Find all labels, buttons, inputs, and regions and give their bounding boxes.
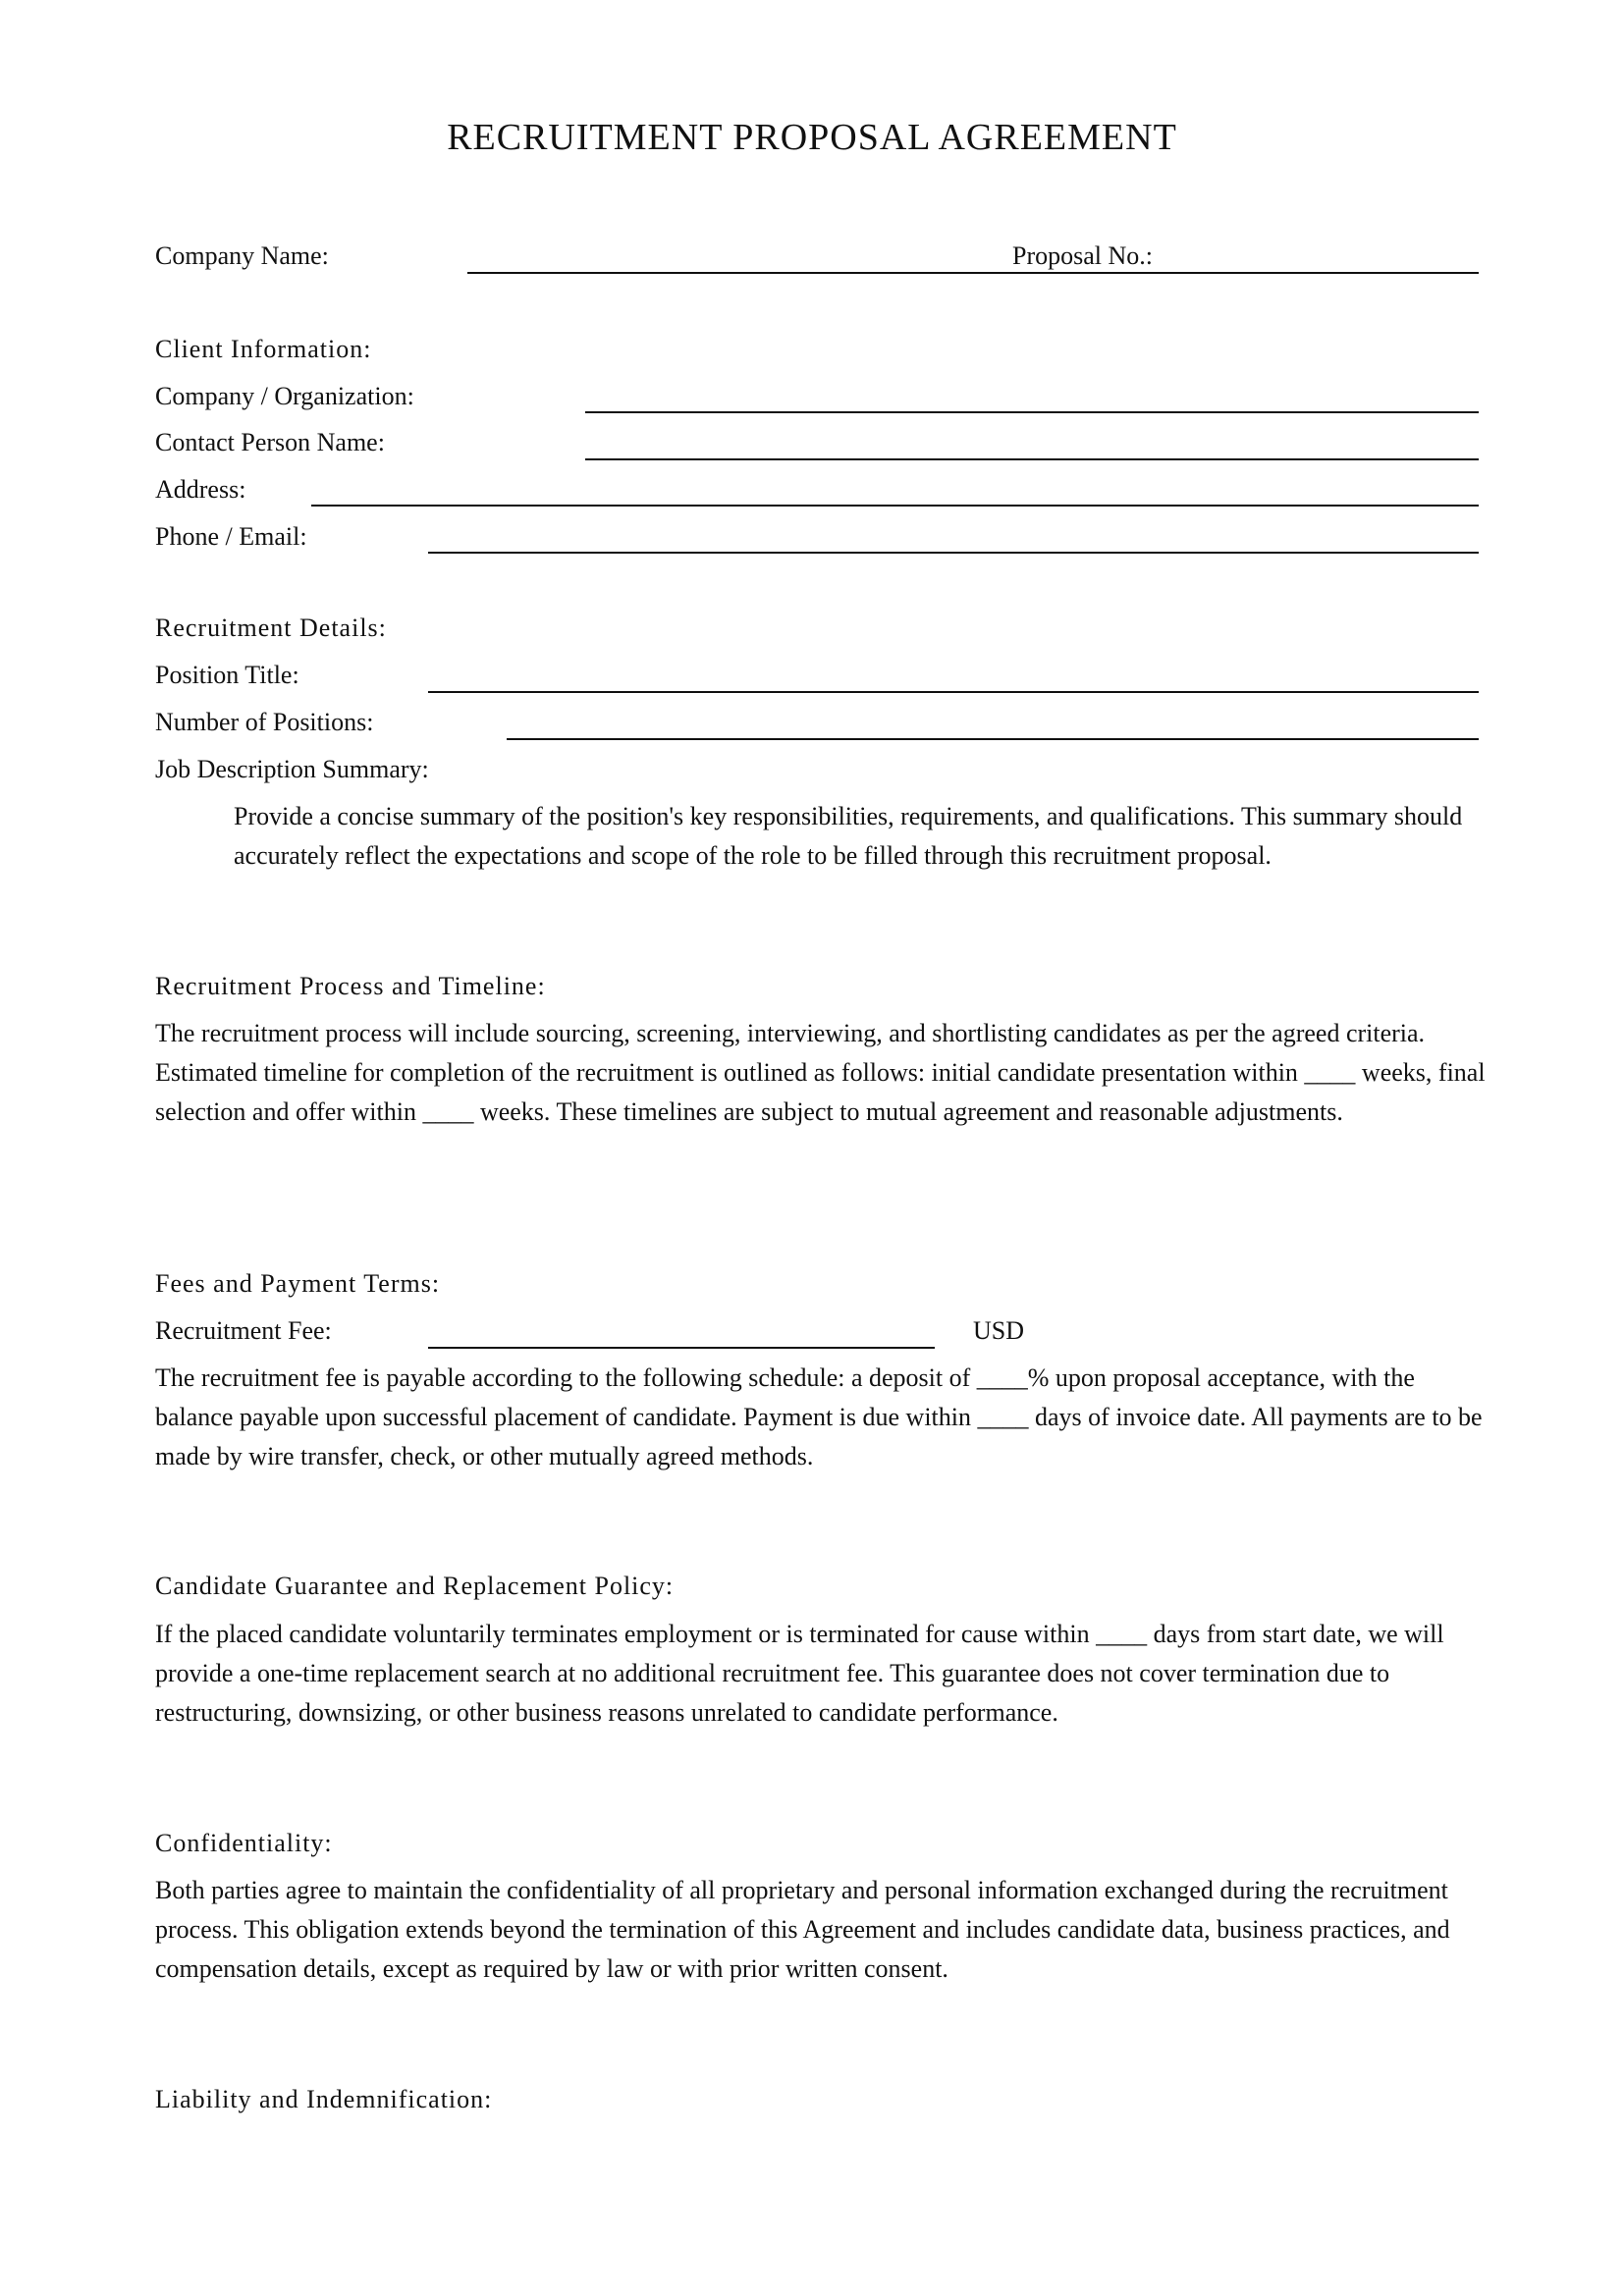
position-title-label: Position Title: <box>155 661 299 689</box>
address-label: Address: <box>155 475 246 504</box>
confidentiality-text: Both parties agree to maintain the confidentiality of all proprietary and personal information exchanged during the recruitment process. This obligation extends beyond the termination of this Agreement and includes candidate data, business practices, and compensation details, except as required by law or with prior written consent. <box>155 1876 1450 1983</box>
company-name-field[interactable] <box>467 272 1479 274</box>
proposal-no-label: Proposal No.: <box>1012 241 1157 271</box>
number-of-positions-label: Number of Positions: <box>155 708 374 736</box>
job-description-text: Provide a concise summary of the position's key responsibilities, requirements, and qualifications. This summary should accurately reflect the expectations and scope of the role to be filled through this recruitment proposal. <box>234 802 1463 870</box>
client-info-heading: Client Information: <box>155 335 372 363</box>
process-heading: Recruitment Process and Timeline: <box>155 972 546 1000</box>
company-organization-label: Company / Organization: <box>155 382 414 410</box>
liability-heading: Liability and Indemnification: <box>155 2085 493 2113</box>
recruitment-fee-field[interactable] <box>428 1347 935 1349</box>
confidentiality-heading: Confidentiality: <box>155 1829 333 1857</box>
guarantee-text: If the placed candidate voluntarily terminates employment or is terminated for cause within ____ days from start date, we will provide a one-time replacement search at no additional recruitment fee. This guarantee does not cover termination due to restructuring, downsizing, or other business reasons unrelated to candidate performance. <box>155 1620 1444 1727</box>
guarantee-heading: Candidate Guarantee and Replacement Policy: <box>155 1572 675 1600</box>
position-title-field[interactable] <box>428 691 1479 693</box>
document-title: RECRUITMENT PROPOSAL AGREEMENT <box>447 117 1177 158</box>
number-of-positions-field[interactable] <box>507 738 1479 740</box>
company-organization-field[interactable] <box>585 411 1479 413</box>
fees-text: The recruitment fee is payable according to the following schedule: a deposit of ____% upon proposal acceptance, with the balance payable upon successful placement of candidate. Payment is due within ____ days of invoice date. All payments are to be made by wire transfer, check, or other mutually agreed methods. <box>155 1363 1483 1470</box>
contact-person-field[interactable] <box>585 458 1479 460</box>
fees-heading: Fees and Payment Terms: <box>155 1269 441 1298</box>
phone-email-field[interactable] <box>428 552 1479 554</box>
address-field[interactable] <box>311 505 1479 507</box>
company-name-label: Company Name: <box>155 241 329 270</box>
job-description-label: Job Description Summary: <box>155 755 429 783</box>
recruitment-fee-label: Recruitment Fee: <box>155 1316 332 1345</box>
contact-person-label: Contact Person Name: <box>155 428 385 456</box>
recruitment-details-heading: Recruitment Details: <box>155 614 387 642</box>
process-text: The recruitment process will include sourcing, screening, interviewing, and shortlisting candidates as per the agreed criteria. Estimated timeline for completion of the recruitment is outlined as follows: initial candidate presentation within ____ weeks, final selection and offer within ____ weeks. These timelines are subject to mutual agreement and reasonable adjustments. <box>155 1019 1486 1126</box>
currency-label: USD <box>973 1316 1025 1345</box>
phone-email-label: Phone / Email: <box>155 522 307 551</box>
